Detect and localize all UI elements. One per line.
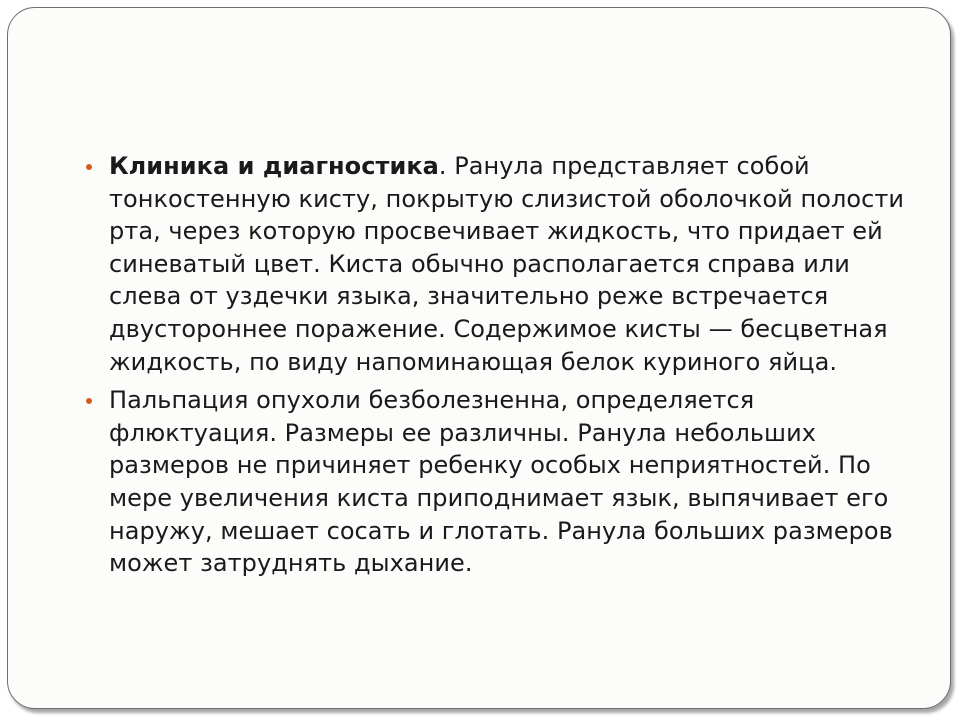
bullet-text: . Ранула представляет собой тонкостенную кисту, покрытую слизистой оболочкой полости рта, через которую просвечивает жидкость, что придает ей синеватый цвет. Киста обычно располагается справа или слева от уздечки языка, значительно реже встречается двустороннее поражение. Содержимое кисты — бесцветная жидкость, по виду напоминающая белок куриного яйца. xyxy=(109,152,905,376)
slide-frame xyxy=(7,7,951,709)
bullet-dot-icon xyxy=(86,164,92,170)
bullet-heading: Клиника и диагностика xyxy=(109,152,439,180)
bullet-item-2 xyxy=(84,384,914,580)
bullet-item-1 xyxy=(84,150,914,378)
slide-content xyxy=(84,150,914,580)
bullet-text: Пальпация опухоли безболезненна, определяется флюктуация. Размеры ее различны. Ранула небольших размеров не причиняет ребенку особых неприятностей. По мере увеличения киста приподнимает язык, выпячивает его наружу, мешает сосать и глотать. Ранула больших размеров может затруднять дыхание. xyxy=(109,386,893,578)
bullet-dot-icon xyxy=(86,398,92,404)
